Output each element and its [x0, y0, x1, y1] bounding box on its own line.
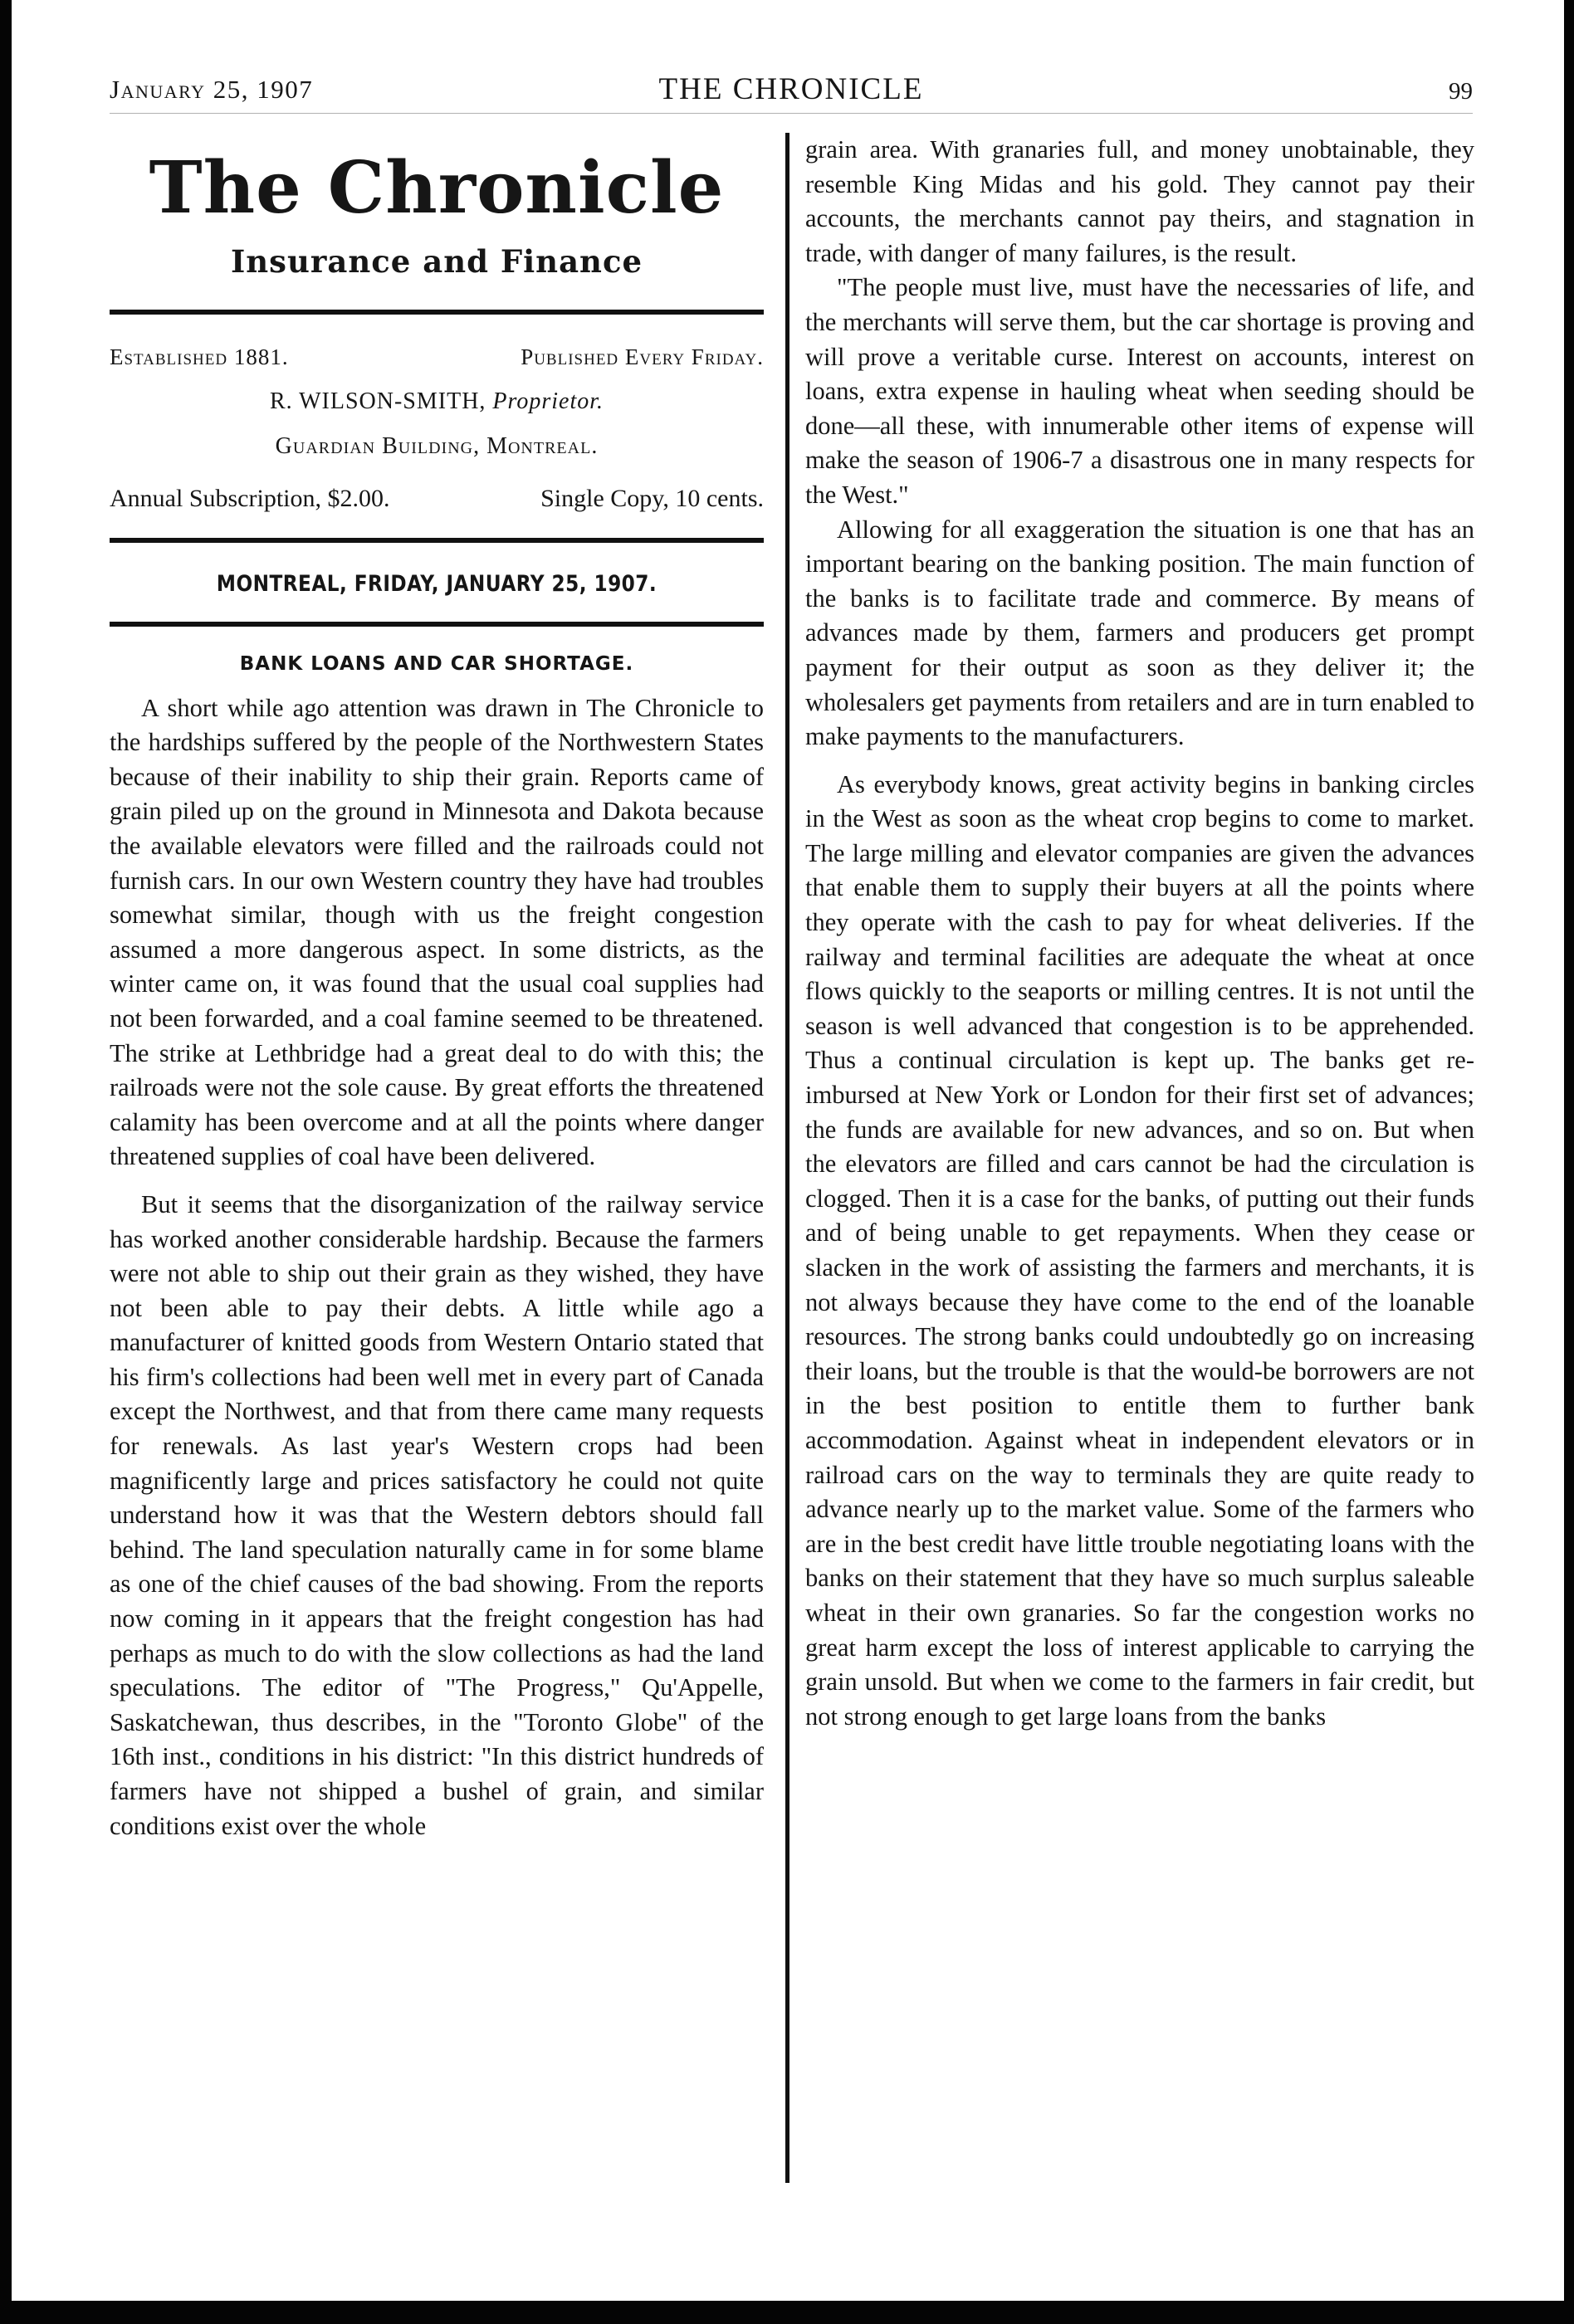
- established-note: Established 1881.: [110, 344, 289, 369]
- proprietor-role: Proprietor.: [492, 388, 604, 414]
- article-paragraph: "The people must live, must have the necessaries of life, and the merchants will serve them, but the car shortage is proving and will prove a veritable curse. Interest on accounts, interest on loans, extra expense in hauling wheat when seeding should be done—all these, with innumerable other items of expense will make the season of 1906-7 a disastrous one in many respects for the West.": [805, 273, 1474, 509]
- running-head-date: January 25, 1907: [110, 75, 314, 104]
- masthead-title: The Chronicle: [149, 146, 725, 230]
- proprietor-line: [110, 388, 764, 415]
- dateline-rule-top: [110, 538, 764, 543]
- running-head: [110, 70, 1473, 110]
- page-number: 99: [1449, 78, 1473, 105]
- publication-info: [110, 344, 764, 370]
- proprietor-name: R. WILSON-SMITH,: [269, 388, 486, 414]
- article-paragraph: A short while ago attention was drawn in The Chronicle to the hardships suffered by the people of the Northwestern States because of their inability to ship their grain. Reports came of grain piled up on the ground in Minnesota and Dakota because the available elevators were filled and the railroads could not furnish cars. In our own Western country they have had troubles somewhat similar, though with us the freight congestion assumed a more dangerous aspect. In some districts, as the winter came on, it was found that the usual coal supplies had not been forwarded, and a coal famine seemed to be threatened. The strike at Lethbridge had a great deal to do with this; the railroads were not the sole cause. By great efforts the threatened calamity has been overcome and at all the points where danger threatened supplies of coal have been delivered.: [110, 693, 764, 1171]
- dateline: MONTREAL, FRIDAY, JANUARY 25, 1907.: [216, 570, 657, 597]
- address-line: [110, 433, 764, 460]
- article-paragraph: But it seems that the disorganization of the railway service has worked another considerable hardship. Because the farmers were not able to ship out their grain as they wished, they have not been able to pay their debts. A little while ago a manufacturer of knitted goods from Western Ontario stated that his firm's collections had been well met in every part of Canada except the Northwest, and that from there came many requests for renewals. As last year's Western crops had been magnificently large and prices satisfactory he could not quite understand how it was that the Western debtors should fall behind. The land speculation naturally came in for some blame as one of the chief causes of the bad showing. From the reports now coming in it appears that the freight congestion has had perhaps as much to do with the slow collections as had the land speculations. The editor of "The Progress," Qu'Appelle, Saskatchewan, thus describes, in the "Toronto Globe" of the 16th inst., conditions in his district: "In this district hundreds of farmers have not shipped a bushel of grain, and similar conditions exist over the whole: [110, 1189, 764, 1840]
- masthead-subtitle: Insurance and Finance: [230, 242, 643, 280]
- running-head-paper-name: THE CHRONICLE: [658, 72, 924, 106]
- right-column: [805, 133, 1474, 2183]
- masthead-rule: [110, 310, 764, 315]
- article-paragraph: As everybody knows, great activity begins in banking circles in the West as soon as the wheat crop begins to come to market. The large milling and elevator companies are given the advances that enable them to supply their buyers at all the points where they operate with the cash to pay for wheat deliveries. If the railway and terminal facilities are adequate the wheat at once flows quickly to the seaports or milling centres. It is not until the season is well advanced that congestion is to be apprehended. Thus a continual circulation is kept up. The banks get re-imbursed at New York or London for their first set of advances; the funds are available for new advances, and so on. But when the elevators are filled and cars cannot be had the circulation is clogged. Then it is a case for the banks, of putting out their funds and of being unable to get repayments. When they cease or slacken in the work of assisting the farmers and merchants, it is not always because they have come to the end of the loanable resources. The strong banks could undoubtedly go on increasing their loans, but the trouble is that the would-be borrowers are not in the best position to entitle them to further bank accommodation. Against wheat in independent elevators or in railroad cars on the way to terminals they are quite ready to advance nearly up to the market value. Some of the farmers who are in the best credit have little trouble negotiating loans with the banks on their statement that they have so much surplus saleable wheat in their own granaries. So far the congestion works no great harm except the loss of interest applicable to carrying the grain unsold. But when we come to the farmers in fair credit, but not strong enough to get large loans from the banks: [805, 769, 1474, 1731]
- dateline-rule-bottom: [110, 622, 764, 627]
- single-copy-price: Single Copy, 10 cents.: [540, 484, 764, 512]
- article-title: BANK LOANS AND CAR SHORTAGE.: [239, 652, 634, 675]
- column-divider: [785, 133, 789, 2183]
- newspaper-page: [12, 0, 1564, 2301]
- article-paragraph: Allowing for all exaggeration the situation is one that has an important bearing on the banking position. The main function of the banks is to facilitate trade and commerce. By means of advances made by them, farmers and producers get prompt payment for their output as soon as they deliver it; the wholesalers get payments from retailers and are in turn enabled to make payments to the manufacturers.: [805, 515, 1474, 751]
- subscription-row: [110, 485, 764, 513]
- left-column: [110, 133, 764, 2183]
- published-note: Published Every Friday.: [521, 344, 764, 369]
- address: Guardian Building, Montreal.: [275, 432, 599, 459]
- annual-subscription: Annual Subscription, $2.00.: [110, 484, 390, 512]
- header-rule: [110, 113, 1473, 114]
- article-paragraph: grain area. With granaries full, and money unobtainable, they resemble King Midas and his gold. They cannot pay their accounts, the merchants cannot pay theirs, and stagnation in trade, with danger of many failures, is the result.: [805, 135, 1474, 267]
